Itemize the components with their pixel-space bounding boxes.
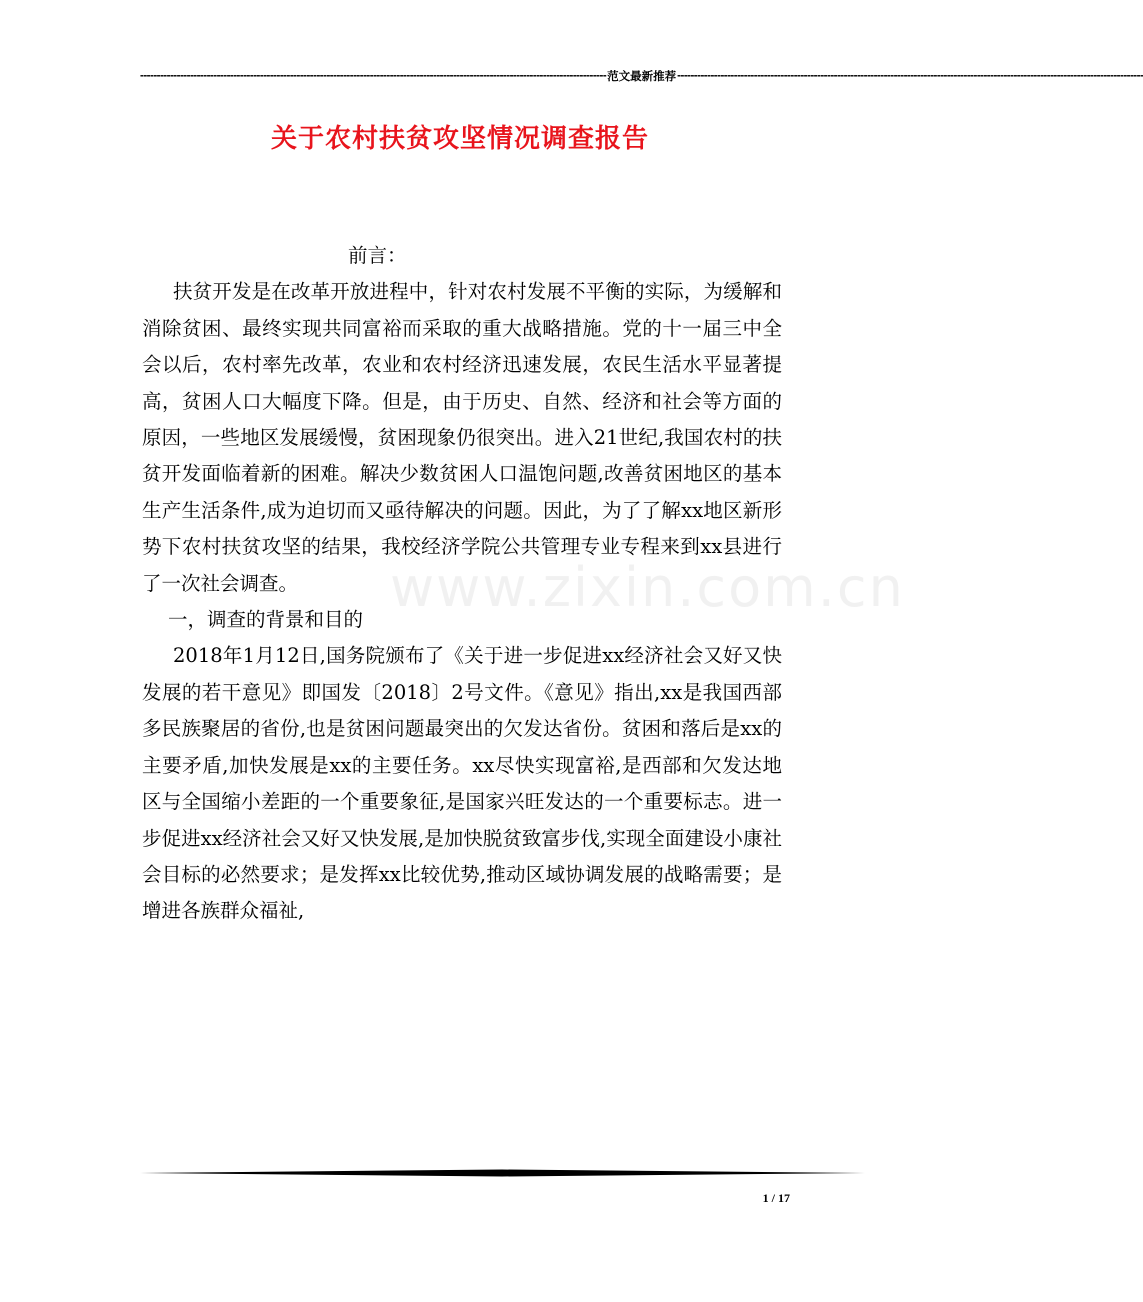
footer-rule	[140, 1168, 865, 1178]
header-label: 范文最新推荐	[607, 71, 677, 83]
paragraph-preface: 扶贫开发是在改革开放进程中，针对农村发展不平衡的实际，为缓解和消除贫困、最终实现共同富裕而采取的重大战略措施。党的十一届三中全会以后，农村率先改革，农业和农村经济迅速发展，农民生活水平显著提高，贫困人口大幅度下降。但是，由于历史、自然、经济和社会等方面的原因，一些地区发展缓慢，贫困现象仍很突出。进入21世纪,我国农村的扶贫开发面临着新的困难。解决少数贫困人口温饱问题,改善贫困地区的基本生产生活条件,成为迫切而又亟待解决的问题。因此，为了了解xx地区新形势下农村扶贫攻坚的结果，我校经济学院公共管理专业专程来到xx县进行了一次社会调查。	[142, 280, 782, 595]
document-title: 关于农村扶贫攻坚情况调查报告	[270, 124, 649, 154]
preface-heading: 前言：	[348, 244, 407, 267]
watermark: www.zixin.com.cn	[390, 556, 905, 619]
paragraph-background: 2018年1月12日,国务院颁布了《关于进一步促进xx经济社会又好又快发展的若干意见》即国发〔2018〕2号文件。《意见》指出,xx是我国西部多民族聚居的省份,也是贫困问题最突出的欠发达省份。贫困和落后是xx的主要矛盾,加快发展是xx的主要任务。xx尽快实现富裕,是西部和欠发达地区与全国缩小差距的一个重要象征,是国家兴旺发达的一个重要标志。进一步促进xx经济社会又好又快发展,是加快脱贫致富步伐,实现全面建设小康社会目标的必然要求；是发挥xx比较优势,推动区域协调发展的战略需要；是增进各族群众福祉,	[142, 644, 782, 923]
section-heading: 一，调查的背景和目的	[168, 608, 364, 632]
document-body	[142, 238, 782, 930]
page-header	[140, 66, 1143, 86]
header-dashes-right: --------------------------------------------------------------------------------------------------------------------------------------------	[677, 70, 1143, 82]
header-dashes-left: --------------------------------------------------------------------------------------------------------------------------------------------	[140, 70, 607, 82]
page-number: 1 / 17	[762, 1191, 790, 1205]
